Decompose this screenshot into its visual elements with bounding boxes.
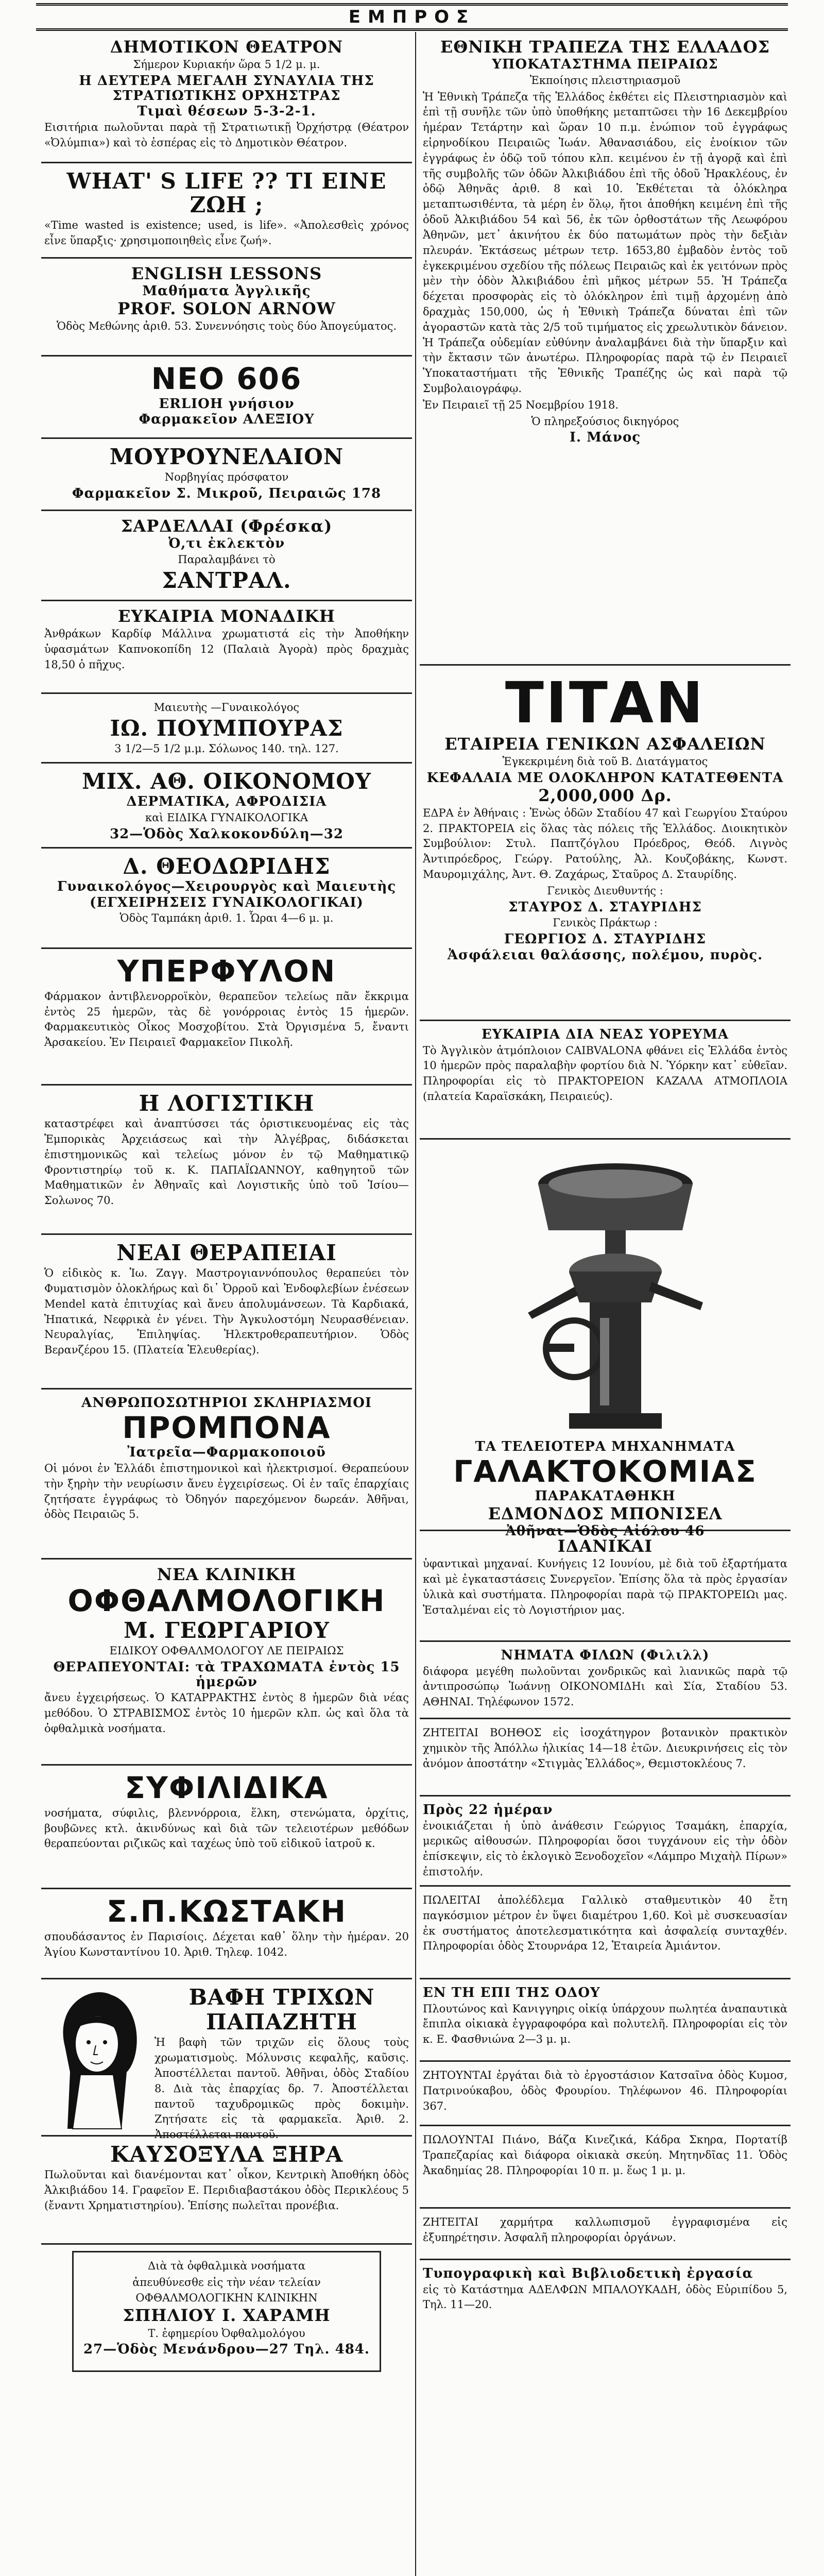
whatslife-title: WHAT' S LIFE ?? ΤΙ ΕΙΝΕ ΖΩΗ ;: [66, 168, 387, 218]
poumbouras-body: 3 1/2—5 1/2 μ.μ. Σόλωνος 140. τηλ. 127.: [114, 742, 339, 755]
masthead: [36, 3, 788, 31]
neo606-title: ΝΕΟ 606: [151, 361, 302, 396]
galaktokomias-name: ΕΔΜΟΝΔΟΣ ΜΠΟΝΙΣΕΛ: [488, 1503, 723, 1523]
theatre-heading: ΔΗΜΟΤΙΚΟΝ ΘΕΑΤΡΟΝ: [110, 37, 344, 57]
odos-title: ΕΝ ΤΗ ΕΠΙ ΤΗΣ ΟΔΟΥ: [423, 1985, 600, 2001]
oikonomou-title: ΜΙΧ. ΑΘ. ΟΙΚΟΝΟΜΟΥ: [82, 769, 371, 794]
ad-english-lessons: [41, 259, 412, 357]
ad-filon: [420, 1642, 791, 1719]
ad-logistiki: [41, 1086, 412, 1235]
syfilidika-body: νοσήματα, σύφιλις, βλεννόρροια, ἕλκη, στενώματα, ὀρχίτις, βουβῶνες κτλ. ἀκινδύνως καὶ διὰ τῶν τελειοτέρων μεθόδων θεραπεύονται ριζικῶς καὶ ταχέως ὑπὸ τοῦ εἰδικοῦ ἰατροῦ κ.: [44, 1806, 409, 1850]
ideal-body: ὑφαντικαὶ μηχαναί. Κυνήγεις 12 Ιουνίου, μὲ διὰ τοῦ ἐξαρτήματα καὶ μὲ ἐγκαταστάσεις Συνεργεῖον. Ἐπίσης ὅλα τὰ πρὸς ἐργασίαν ὑλικὰ καὶ συστήματα. Πληροφορίαι παρὰ τῷ ΠΡΑΚΤΟΡΕΙΩι μας. Ἐσταλμέναι εἰς τὸ Λογιστήριον μας.: [423, 1557, 787, 1616]
ad-odos: [420, 1979, 791, 2062]
poumbouras-title: ΙΩ. ΠΟΥΜΠΟΥΡΑΣ: [110, 715, 344, 741]
odos-body: Πλουτώνος καὶ Κανιγγηρις οἰκίᾳ ὑπάρχουν πωλητέα ἀναπαυτικὰ ἔπιπλα οἰκιακὰ ἐγγραφοφόρα καὶ πολυτελῆ. Πληροφορίαι εἰς τὸν κ. Ε. Φασθνιώνα 2—3 μ. μ.: [423, 2002, 787, 2046]
charamis-name: Τ. ἐφημερίου Ὀφθαλμολόγου: [148, 2327, 305, 2340]
vafi-name: ΠΑΠΑΖΗΤΗ: [206, 2009, 357, 2035]
kostakis-title: Σ.Π.ΚΩΣΤΑΚΗ: [106, 1894, 347, 1929]
ad-whats-life: [41, 163, 412, 259]
ad-syfilidika: [41, 1766, 412, 1889]
ad-charamis: [72, 2251, 381, 2372]
sardeles-title: ΣΑΡΔΕΛΛΑΙ (Φρέσκα): [121, 516, 333, 536]
theatre-prices: Τιμαὶ θέσεων 5-3-2-1.: [137, 104, 316, 120]
theodoridis-sub2: (ΕΓΧΕΙΡΗΣΕΙΣ ΓΥΝΑΙΚΟΛΟΓΙΚΑΙ): [90, 894, 364, 910]
zitountai-body: ΖΗΤΟΥΝΤΑΙ ἐργάται διὰ τὸ ἐργοστάσιον Κατσαῖνα ὁδὸς Κυμοσ, Πατρινούκαβου, ὁδὸς Φρουρίου. Τηλέφωνον 46. Πληροφορίαι 367.: [423, 2069, 787, 2112]
ideal-title: ΙΔΑΝΙΚΑΙ: [557, 1536, 653, 1556]
english-body: Ὁδὸς Μεθώνης ἀριθ. 53. Συνεννόησις τοὺς δύο Ἀπογεύματος.: [56, 319, 397, 332]
filon-body: διάφορα μεγέθη πωλοῦνται χονδρικῶς καὶ λιανικῶς παρὰ τῷ ἀντιπροσώπῳ Ἰωάννῃ ΟΙΚΟΝΟΜΙΔΗι καὶ Σία, Σταδίου 53. ΑΘΗΝΑΙ. Τηλέφωνον 1572.: [423, 1665, 787, 1708]
column-divider: [415, 32, 416, 2576]
ad-ofthalmologiki: [41, 1560, 412, 1766]
ad-caibvalona: [420, 1021, 791, 1140]
ad-typografiki: [420, 2260, 791, 2319]
vafi-title: ΒΑΦΗ ΤΡΙΧΩΝ: [188, 1985, 375, 2010]
pros22-body: ἐνοικιάζεται ἡ ὑπὸ ἀνάθεσιν Γεώργιος Τσαμάκη, ἐπαρχία, μερικῶς αἰθουσών. Πληροφορίαι ὅσοι τυγχάνουν εἰς τὴν ὁδὸν ἐπίσκεψιν, εἰς τὸ ἐκλογικὸ Ξενοδοχεῖον «Λάμπρο Μιχαὴλ Πίρων» ἐπιστολήν.: [423, 1819, 787, 1878]
xera-title: ΚΑΥΣΟΞΥΛΑ ΞΗΡΑ: [110, 2142, 344, 2167]
titan-capital-label: ΚΕΦΑΛΑΙΑ ΜΕ ΟΛΟΚΛΗΡΟΝ ΚΑΤΑΤΕΘΕΝΤΑ: [426, 770, 784, 786]
ad-yperfylon: [41, 949, 412, 1086]
galaktokomias-title: ΓΑΛΑΚΤΟΚΟΜΙΑΣ: [453, 1453, 757, 1489]
ofthalmologiki-sub2: ΘΕΡΑΠΕΥΟΝΤΑΙ: τὰ ΤΡΑΧΩΜΑΤΑ ἐντὸς 15 ἡμερῶν: [53, 1659, 400, 1690]
bank-date: Ἐν Πειραιεῖ τῇ 25 Νοεμβρίου 1918.: [423, 398, 619, 411]
caibvalona-heading: ΕΥΚΑΙΡΙΑ ΔΙΑ ΝΕΑΣ ΥΟΡΕΥΜΑ: [481, 1027, 729, 1042]
theodoridis-sub: Γυναικολόγος—Χειρουργὸς καὶ Μαιευτὴς: [57, 879, 397, 895]
ad-therapeiai: [41, 1235, 412, 1389]
yperfylon-title: ΥΠΕΡΦΥΛΟΝ: [117, 954, 336, 989]
filon-title: ΝΗΜΑΤΑ ΦΙΛΩΝ (Φιλιλλ): [501, 1648, 710, 1663]
ad-fialida: [420, 1887, 791, 1979]
bank-sub: ΥΠΟΚΑΤΑΣΤΗΜΑ ΠΕΙΡΑΙΩΣ: [492, 57, 718, 73]
galaktokomias-label: ΤΑ ΤΕΛΕΙΟΤΕΡΑ ΜΗΧΑΝΗΜΑΤΑ: [475, 1439, 735, 1454]
bank-title: ΕΘΝΙΚΗ ΤΡΑΠΕΖΑ ΤΗΣ ΕΛΛΑΔΟΣ: [440, 37, 770, 57]
mourouneleion-sub: Νορβηγίας πρόσφατον: [164, 471, 289, 484]
charamis-title: ΣΠΗΛΙΟΥ Ι. ΧΑΡΑΜΗ: [123, 2306, 331, 2326]
voithos-body: ΖΗΤΕΙΤΑΙ ΒΟΗΘΟΣ εἰς ἰσοχάτηγρον βοτανικὸν πρακτικὸν χημικὸν τῆς Ἀπόλλω ἡλικίας 14—18 ἐτῶν. Διευκρινήσεις εἰς τὸν ἀνόμον ἀποστάτην «Στιγμὰς Ἑλλάδος», Θεμιστοκλέους 7.: [423, 1726, 787, 1770]
ad-cheiropsicha: [420, 2209, 791, 2260]
neo606-sub2: Φαρμακεῖον ΑΛΕΞΙΟΥ: [139, 412, 315, 428]
titan-body: ΕΔΡΑ ἐν Ἀθήναις : Ἑνὼς ὁδῶν Σταδίου 47 καὶ Γεωργίου Σταύρου 2. ΠΡΑΚΤΟΡΕΙΑ εἰς ὅλας τὰς πόλεις τῆς Ἑλλάδος. Διοικητικὸν Συμβούλιον: Στυλ. Παπτζόγλου Πρόεδρος, Θεόδ. Λιγνὸς Ἀντιπρόεδρος, Γεώργ. Ρατούλης, Ἀλ. Κουζοβάκης, Κωνστ. Μαυρομιχάλης, Ἀντ. Θ. Ζαχάρως, Σταῦρος Δ. Σταυρίδης.: [423, 806, 787, 881]
left-column: [41, 32, 412, 2576]
poulountai-body: ΠΩΛΟΥΝΤΑΙ Πιάνο, Βάζα Κινεζικά, Κάδρα Σκηρα, Πορτατίβ Τραπεζαρίας καὶ διάφορα οἰκιακὰ σκεύη. Μητηνδῖας 11. Ὁδὸς Ἀκαδημίας 28. Πληροφορίαι 10 π. μ. ἕως 1 μ. μ.: [423, 2133, 787, 2177]
ofthalmologiki-title: ΟΦΘΑΛΜΟΛΟΓΙΚΗ: [67, 1583, 386, 1619]
promponas-pre: ΑΝΘΡΩΠΟΣΩΤΗΡΙΟΙ ΣΚΛΗΡΙΑΣΜΟΙ: [81, 1395, 372, 1411]
titan-gp-label: Γενικὸς Πράκτωρ :: [553, 917, 658, 929]
ad-neo-606: [41, 357, 412, 439]
monadiki-title: ΕΥΚΑΙΡΙΑ ΜΟΝΑΔΙΚΗ: [117, 606, 336, 626]
syfilidika-title: ΣΥΦΙΛΙΔΙΚΑ: [125, 1770, 329, 1805]
charamis-body: 27—Ὁδὸς Μενάνδρου—27 Τηλ. 484.: [83, 2342, 370, 2358]
typografiki-body: εἰς τὸ Κατάστημα ΑΔΕΛΦΩΝ ΜΠΑΛΟΥΚΑΔΗ, ὁδὸς Εὐριπίδου 5, Τηλ. 11—20.: [423, 2283, 787, 2311]
ad-promponas: [41, 1389, 412, 1560]
bank-body: Ἡ Ἐθνικὴ Τράπεζα τῆς Ἑλλάδος ἐκθέτει εἰς Πλειστηριασμὸν καὶ ἐπὶ τῇ συνῆλε τῶν ὑπὸ ὑποθήκης μεταπτῶσει τὴν 16 Δεκεμβρίου ἡμέραν Τετάρτην καὶ ὥραν 10 π.μ. ἐνώπιον τοῦ ἐγγράφως εἰρηνοδίκου Πειραιῶς Ἰωάν. Ἀθανασιάδου, εἰς ἐνοίκιον τῶν ἐγγράφως ἐν ὁδῷ τοῦ τόπου κλπ. κειμένου ἐν τῇ ἀγορᾷ καὶ ἐπὶ τῆς συμβολῆς τῶν ὁδῶν Ἀλκιβιάδου ἐπὶ τῆς ὁδοῦ Ἡρακλέους, ἐν ὁδῷ Ἀθηνᾶς ἀριθ. 8 καὶ 10. Ἐκθέτεται τὰ ὁλόκληρα μεταπτωσιθέντα, τὰ μέρη ἐν ὅλῳ, ἤτοι ἀποθήκη κειμένη ἐπὶ τῆς ὁδοῦ Ἀλκιβιάδου 54 καὶ 56, ἐκ τῶν ὀρθοστάτων τῆς Λεωφόρου Ἀθηνῶν, μετ᾽ ἀκινήτου ἐκ δύο πατωμάτων πρὸς τὴν δεξιὰν πλευράν. Ἐκτάσεως μέτρων τετρ. 1653,80 ἐμβαδὸν ἐντὸς τοῦ ἐγκεκριμένου σχεδίου τῆς πόλεως Πειραιῶς καὶ ἐκ γειτόνων πρὸς μὲν τὴν ὁδὸν Ἀλκιβιάδου ἐπὶ μῆκος μέτρων 55. Ἡ Τράπεζα δέχεται προσφορὰς εἰς τὸ ὁλόκληρον ἐπὶ τιμῇ ἀρχομένῃ ἀπὸ δραχμὰς 150,000, ὡς ἡ Ἐθνικὴ Τράπεζα δύναται ἐπὶ τῶν ἀγοραστῶν κατὰ τὰς 2/5 τοῦ τιμήματος εἰς χρεωλυτικὸν δάνειον. Ἡ Τράπεζα οὐδεμίαν εὐθύνην ἀναλαμβάνει διὰ τὴν ὕπαρξιν καὶ τὴν ἔκτασιν τῶν ἀνωτέρω. Πληροφορίας παρὰ τῷ ἐν Πειραιεῖ Ὑποκαταστήματι τῆς Ἐθνικῆς Τραπέζης ὡς καὶ παρὰ τῷ Συμβολαιογράφῳ.: [423, 90, 787, 395]
ad-oikonomou: [41, 764, 412, 849]
kostakis-body: σπουδάσαντος ἐν Παρισίοις. Δέχεται καθ᾽ ὅλην τὴν ἡμέραν. 20 Ἁγίου Κωνσταντίνου 10. Ἀριθ. Τηλεφ. 1042.: [44, 1930, 409, 1958]
ofthalmologiki-pre: ΝΕΑ ΚΛΙΝΙΚΗ: [157, 1565, 297, 1584]
titan-insurances: Ἀσφάλειαι θαλάσσης, πολέμου, πυρὸς.: [447, 947, 763, 963]
mourouneleion-title: ΜΟΥΡΟΥΝΕΛΑΙΟΝ: [109, 444, 344, 469]
ad-poulountai: [420, 2126, 791, 2209]
charamis-sub: ἀπευθύνεσθε εἰς τὴν νέαν τελείαν ΟΦΘΑΛΜΟΛΟΓΙΚΗΝ ΚΛΙΝΙΚΗΝ: [132, 2276, 321, 2304]
mourouneleion-body: Φαρμακεῖον Σ. Μικροῦ, Πειραιῶς 178: [72, 486, 382, 501]
titan-director: ΣΤΑΥΡΟΣ Δ. ΣΤΑΥΡΙΔΗΣ: [508, 899, 702, 915]
english-title: ENGLISH LESSONS: [131, 264, 322, 283]
ad-sardeles: [41, 511, 412, 601]
ofthalmologiki-sub: ΕΙΔΙΚΟΥ ΟΦΘΑΛΜΟΛΟΓΟΥ ΛΕ ΠΕΙΡΑΙΩΣ: [109, 1645, 344, 1657]
ad-mourouneleion: [41, 439, 412, 511]
titan-sub: ΕΤΑΙΡΕΙΑ ΓΕΝΙΚΩΝ ΑΣΦΑΛΕΙΩΝ: [444, 734, 766, 754]
therapeiai-title: ΝΕΑΙ ΘΕΡΑΠΕΙΑΙ: [116, 1240, 337, 1265]
pros22-title: Πρὸς 22 ἡμέραν: [423, 1802, 553, 1818]
oikonomou-body: 32—Ὁδὸς Χαλκοκονδύλη—32: [110, 826, 344, 842]
ad-galaktokomias: [420, 1140, 791, 1539]
theodoridis-title: Δ. ΘΕΟΔΩΡΙΔΗΣ: [123, 854, 331, 879]
charamis-pre: Διὰ τὰ ὀφθαλμικὰ νοσήματα: [147, 2260, 306, 2272]
typografiki-title: Τυπογραφικὴ καὶ Βιβλιοδετικὴ ἐργασία: [423, 2266, 753, 2281]
logistiki-title: Η ΛΟΓΙΣΤΙΚΗ: [139, 1091, 315, 1116]
bank-sub2: Ἐκποίησις πλειστηριασμοῦ: [529, 74, 681, 87]
titan-gp: ΓΕΩΡΓΙΟΣ Δ. ΣΤΑΥΡΙΔΗΣ: [504, 931, 707, 947]
yperfylon-body: Φάρμακον ἀντιβλενορροϊκὸν, θεραπεῦον τελείως πᾶν ἔκκριμα ἐντὸς 25 ἡμερῶν, τὰς δὲ γονόρροιας ἐντὸς 15 ἡμερῶν. Φαρμακευτικὸς Οἶκος Μοσχοβίτου. Στὰ Ὀργισμένα 5, ἔναντι Ἀρσακείου. Ἐν Πειραιεῖ Φαρμακεῖον Πικολῆ.: [44, 990, 409, 1049]
theatre-body: Εισιτήρια πωλοῦνται παρὰ τῇ Στρατιωτικῇ Ὀρχήστρᾳ (Θέατρον «Ὀλύμπια») καὶ τὸ ἑσπέρας εἰς τὸ Δημοτικὸν Θέατρον.: [44, 121, 409, 149]
ad-zitountai: [420, 2062, 791, 2126]
sardeles-name: ΣΑΝΤΡΑΛ.: [162, 567, 291, 593]
english-name: PROF. SOLON ARNOW: [117, 298, 336, 318]
ad-pros22: [420, 1797, 791, 1887]
titan-title: ΤΙΤΑΝ: [505, 670, 706, 736]
promponas-body: Οἱ μόνοι ἐν Ἑλλάδι ἐπιστημονικοὶ καὶ ἠλεκτρισμοί. Θεραπεύουν τὴν ξηρὴν τὴν νευρίωσιν ἄνευ ἐγχειρίσεως. Οἱ ἐν ταῖς ἐπαρχίαις ζητήσατε ἐγγράφως τὸ Ὀδηγόν παρεχόμενον δωρεάν. Ἀθῆναι, ὁδὸς Πειραιῶς 5.: [44, 1462, 409, 1521]
masthead-title: ΕΜΠΡΟΣ: [348, 7, 476, 27]
oikonomou-sub: ΔΕΡΜΑΤΙΚΑ, ΑΦΡΟΔΙΣΙΑ: [126, 794, 327, 810]
caibvalona-body: Τὸ Ἀγγλικὸν ἀτμόπλοιον CAIBVALONA φθάνει εἰς Ἑλλάδα ἐντὸς 10 ἡμερῶν πρὸς παραλαβὴν φορτίου διὰ Ν. Ὑόρκην κατ᾽ εὐθεῖαν. Πληροφορίαι εἰς τὸ ΠΡΑΚΤΟΡΕΙΟΝ ΚΑΖΑΛΑ ΑΤΜΟΠΛΟΙΑ (πλατεία Καραϊσκάκη, Πειραιεύς).: [423, 1044, 787, 1103]
bank-sign2: Ι. Μάνος: [569, 430, 641, 446]
sardeles-sub: Ὀ,τι ἐκλεκτὸν: [168, 536, 285, 552]
therapeiai-body: Ὁ εἰδικὸς κ. Ἰω. Ζαγγ. Μαστρογιαννόπουλος θεραπεύει τὸν Φυματισμὸν ὁλοκλήρως καὶ δι᾽ Ὀρροῦ καὶ Ἐνδοφλεβίων ἐνέσεων Mendel κατὰ ἐπιτυχίας καὶ ἄνευ ἀπολυμάνσεων. Τὰ Καρδιακά, Ἡπατικά, Νεφρικὰ ἐν γένει. Τὴν Ἀγκυλοστόμη Νευρασθένειαν. Νευραλγίας, Ἐπιληψίας. Ἠλεκτροθεραπευτήριον. Ὁδὸς Βερανζέρου 15. (Πλατεία Ἐλευθερίας).: [44, 1267, 409, 1357]
ad-kostakis: [41, 1889, 412, 1979]
bank-sign1: Ὁ πληρεξούσιος δικηγόρος: [531, 415, 679, 428]
galaktokomias-body: Ἀθῆναι—Ὁδὸς Αἰόλου 46: [505, 1523, 705, 1539]
promponas-sub: Ἰατρεῖα—Φαρμακοποιοῦ: [127, 1445, 326, 1461]
whatslife-body: «Time wasted is existence; used, is life». «Ἀπολεσθεὶς χρόνος εἶνε ὕπαρξις· χρησιμοποιηθεὶς εἶνε ζωή».: [44, 219, 409, 247]
ad-kausoxyla: [41, 2137, 412, 2245]
promponas-title: ΠΡΟΜΠΟΝΑ: [122, 1410, 331, 1445]
ofthalmologiki-name: Μ. ΓΕΩΡΓΑΡΙΟΥ: [124, 1617, 330, 1643]
neo606-sub: ERLIOH γνήσιον: [159, 396, 295, 412]
ad-national-bank: [420, 32, 791, 666]
ad-voithos: [420, 1719, 791, 1797]
ad-titan: [420, 666, 791, 1021]
woman-portrait-illustration: [44, 1985, 147, 2129]
sardeles-sub2: Παραλαμβάνει τὸ: [178, 553, 276, 566]
theatre-title: Η ΔΕΥΤΕΡΑ ΜΕΓΑΛΗ ΣΥΝΑΥΛΙΑ ΤΗΣ ΣΤΡΑΤΙΩΤΙΚΗΣ ΟΡΧΗΣΤΡΑΣ: [79, 73, 374, 104]
theatre-sub: Σήμερον Κυριακήν ὥρα 5 1/2 μ. μ.: [133, 58, 320, 71]
ad-ideal: [420, 1531, 791, 1642]
ad-theodoridis: [41, 849, 412, 949]
ad-vafi-trichon: [41, 1979, 412, 2141]
ad-monadiki: [41, 601, 412, 694]
right-column: [420, 32, 791, 2576]
ad-theatre: [41, 32, 412, 163]
oikonomou-sub2: καὶ ΕΙΔΙΚΑ ΓΥΝΑΙΚΟΛΟΓΙΚΑ: [145, 811, 308, 824]
monadiki-body: Ἀνθράκων Καρδίφ Μάλλινα χρωματιστά εἰς τὴν Ἀποθήκην ὑφασμάτων Καπνοκοπίδη 12 (Παλαιὰ Ἀγορὰ) πρὸς δραχμὰς 18,50 ὁ πῆχυς.: [44, 628, 409, 671]
logistiki-body: καταστρέφει καὶ ἀναπτύσσει τάς ὁριστικευομένας εἰς τὰς Ἐμπορικὰς Ἀρχειάσεως καὶ τὴν Ἀλγέβρας, διδάσκεται ἐπιστημονικῶς καὶ τελείως μόνον ἐν τῷ Μαθηματικῷ Φροντιστηρίῳ τοῦ κ. Κ. ΠΑΠΑΪΩΑΝΝΟΥ, καθηγητοῦ τῶν Μαθηματικῶν ἐν Ἀθηναῖς καὶ Λογιστικῆς ὑπὸ τοῦ Ἰσίου—Σολωνος 70.: [44, 1117, 409, 1207]
english-sub: Μαθήματα Ἀγγλικῆς: [142, 283, 311, 299]
ad-poumbouras: [41, 694, 412, 764]
cheiropsicha-body: ΖΗΤΕΙΤΑΙ χαρμήτρα καλλωπισμοῦ ἐγγραφισμένα εἰς ἐξυπηρέτησιν. Ἀσφαλῆ πληροφορίαι ὀργάνων.: [423, 2216, 787, 2244]
poumbouras-pre: Μαιευτὴς —Γυναικολόγος: [153, 701, 300, 714]
theodoridis-body: Ὁδὸς Ταμπάκη ἀριθ. 1. Ὧραι 4—6 μ. μ.: [119, 912, 334, 925]
milk-separator-illustration: [497, 1148, 713, 1436]
titan-sub2: Ἐγκεκριμένη διὰ τοῦ Β. Διατάγματος: [502, 755, 708, 768]
titan-director-label: Γενικὸς Διευθυντής :: [547, 884, 663, 897]
fialida-body: ΠΩΛΕΙΤΑΙ ἀπολέδλεμα Γαλλικὸ σταθμευτικὸν 40 ἔτη παγκόσμιον μέτρον ἐν ὕψει διαμέτρου 1,60. Κοὶ μὲ συσκευασίαν ἐκ συστήματος ἀποτελεσματικότητα καὶ ἀσφαλείᾳ συνταχθέν. Πληροφορίαι ὁδὸς Στουρνάρα 12, Ἑταιρεία Ἀμιάντον.: [423, 1894, 787, 1953]
vafi-body: Ἡ βαφὴ τῶν τριχῶν εἰς ὅλους τοὺς χρωματισμοὺς. Μόλυνσις κεφαλῆς, καῦσις. Ἀποστέλλεται παντοῦ. Ἀθῆναι, ὁδὸς Σταδίου 8. Διὰ τὰς ἐπαρχίας δρ. 7. Ἀποστέλλεται παντοῦ ταχυδρομικῶς πρὸς δοκιμὴν. Ζητήσατε εἰς τὰ φαρμακεῖα. Ἀριθ. 2. Ἀποστέλλεται παντοῦ.: [154, 2036, 409, 2141]
titan-capital: 2,000,000 Δρ.: [538, 785, 672, 805]
galaktokomias-sub: ΠΑΡΑΚΑΤΑΘΗΚΗ: [535, 1488, 676, 1504]
ofthalmologiki-body: ἄνευ ἐγχειρήσεως. Ὁ ΚΑΤΑΡΡΑΚΤΗΣ ἐντὸς 8 ἡμερῶν διὰ νέας μεθόδου. Ὁ ΣΤΡΑΒΙΣΜΟΣ ἐντὸς 10 ἡμερῶν κλπ. ὡς καὶ ὅλα τὰ ὀφθαλμικὰ νοσήματα.: [44, 1691, 409, 1735]
xera-body: Πωλοῦνται καὶ διανέμονται κατ᾽ οἶκον, Κεντρικὴ Ἀποθήκη ὁδὸς Ἀλκιβιάδου 14. Γραφεῖον Ε. Περιδιαβαστάκου ὁδὸς Περικλέους 5 (ἔναντι Χρηματιστηρίου). Ἐπίσης πωλεῖται προνέβια.: [44, 2168, 409, 2212]
